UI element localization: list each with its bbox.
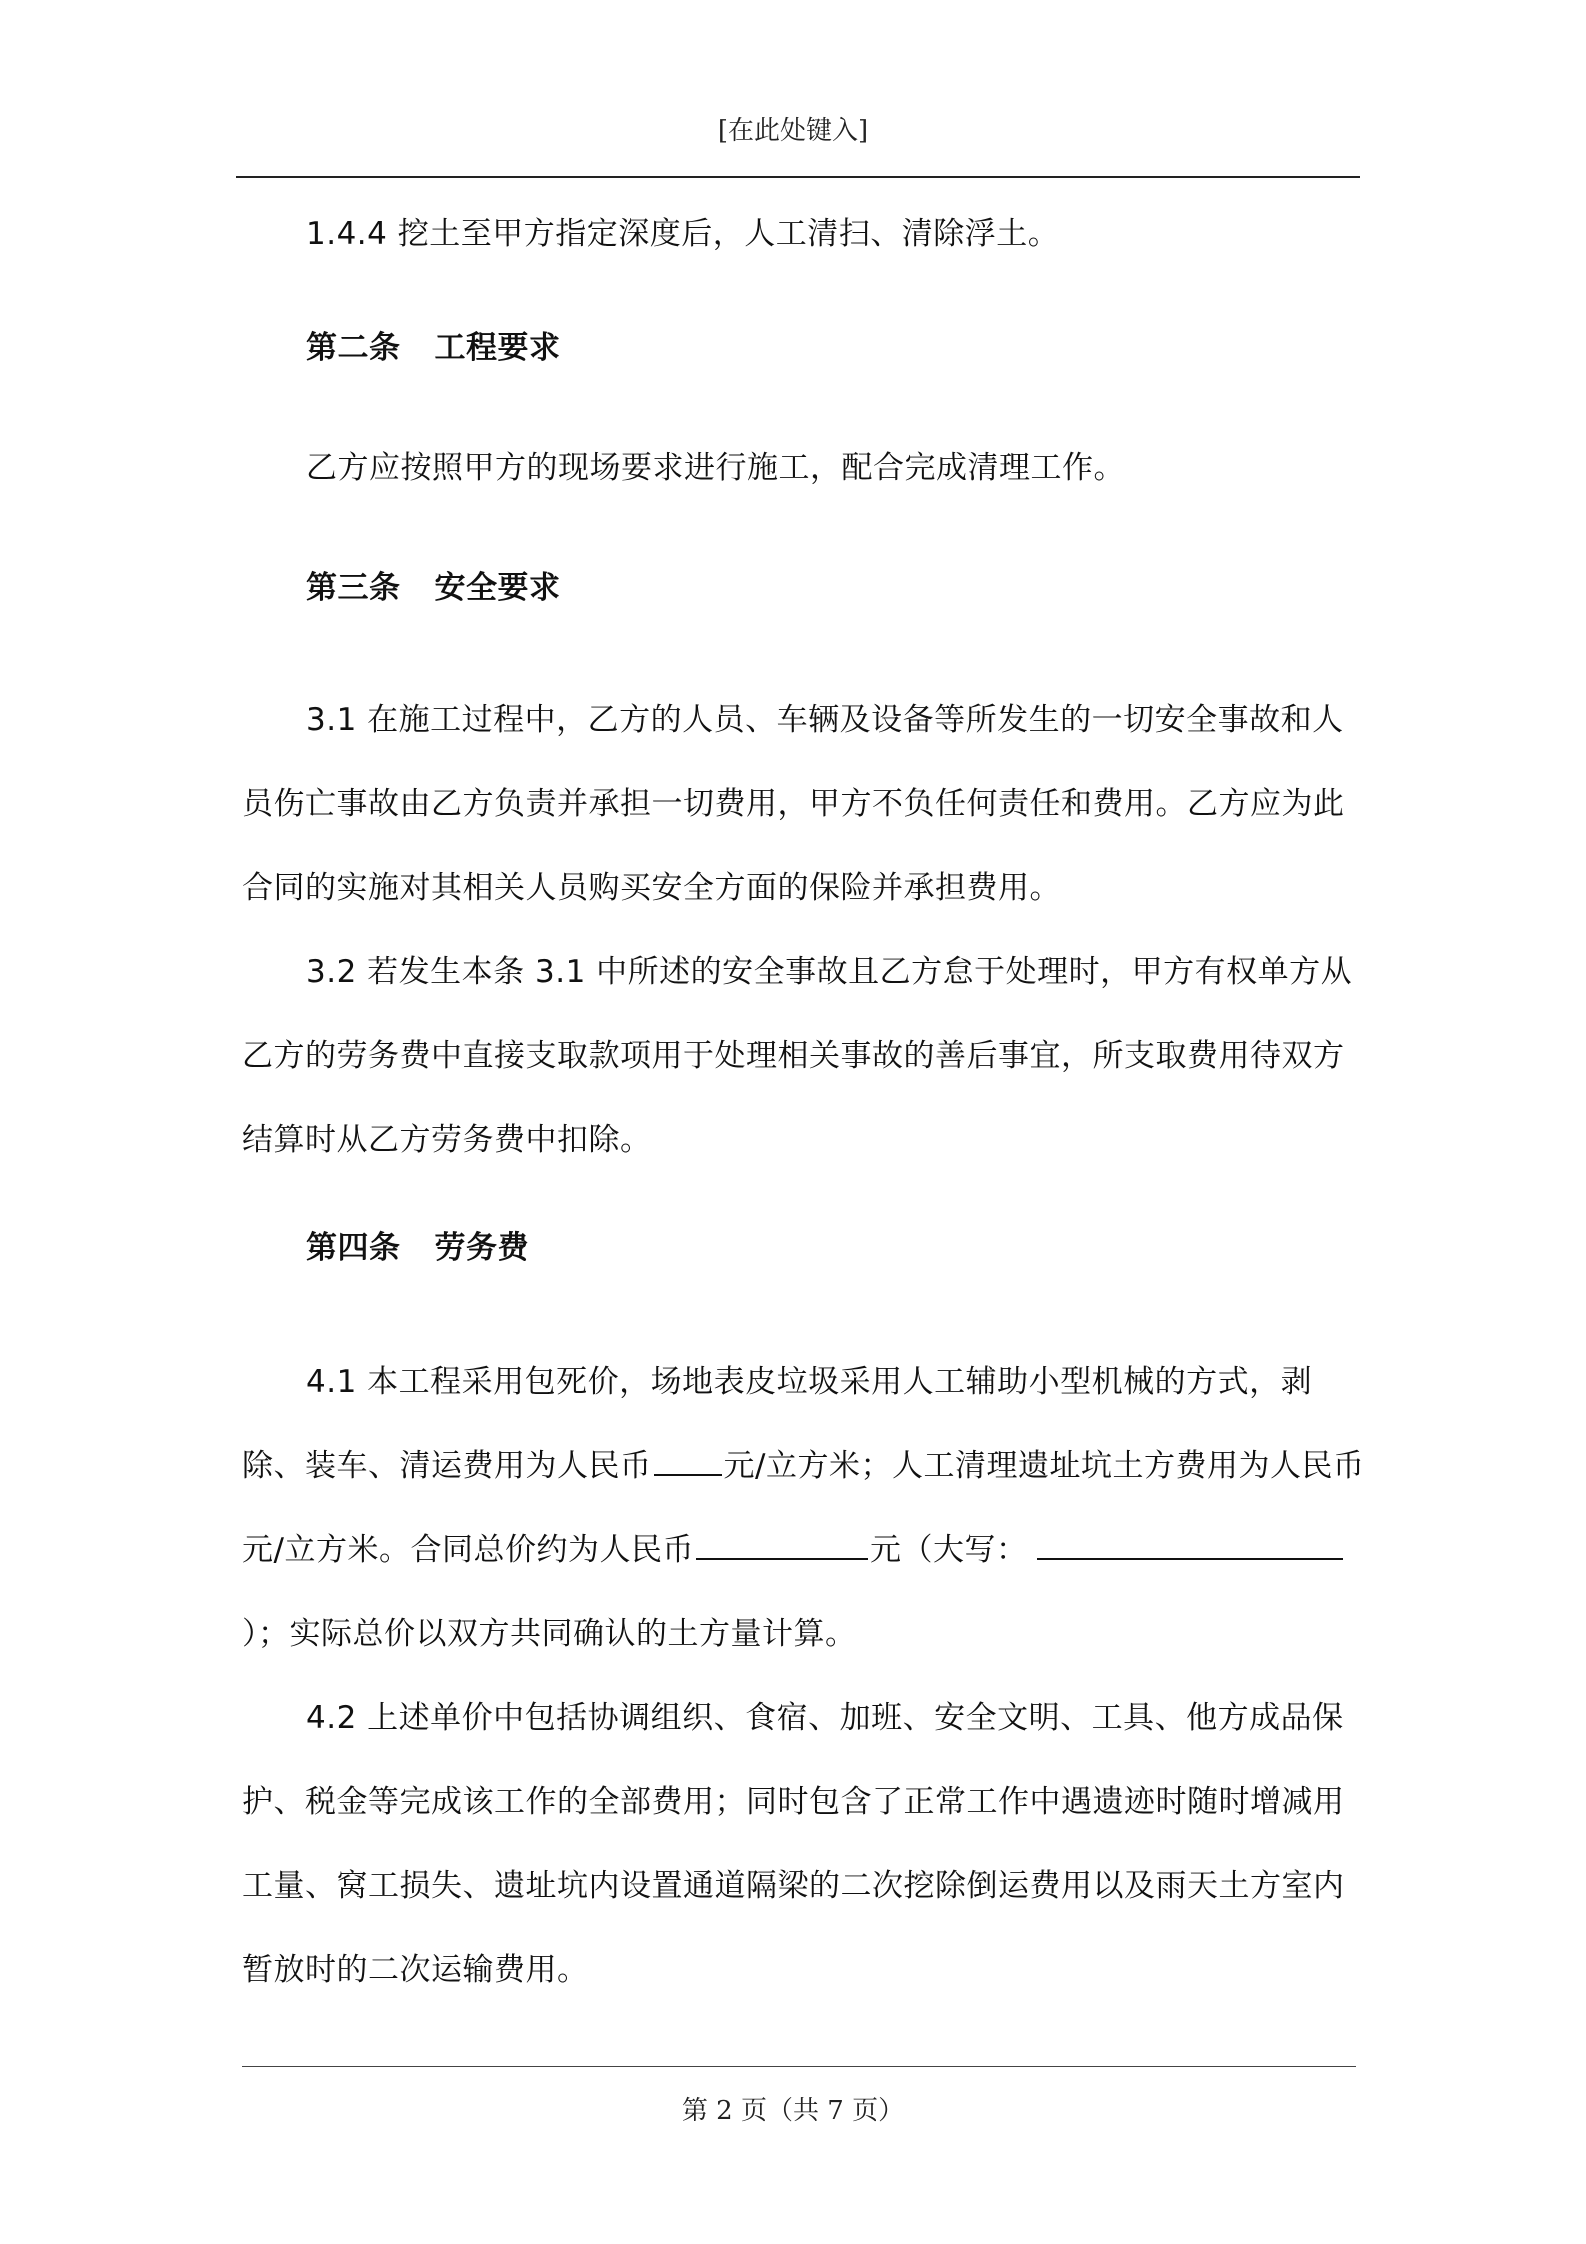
article-2-text: 乙方应按照甲方的现场要求进行施工，配合完成清理工作。 xyxy=(306,450,1125,486)
article-2-heading xyxy=(242,306,1370,390)
unit-price-blank xyxy=(654,1443,722,1476)
clause-4-1-part-c: 元（大写： xyxy=(869,1532,1028,1568)
page-number: 第 2 页（共 7 页） xyxy=(681,2096,905,2126)
clause-4-2: 4.2 上述单价中包括协调组织、食宿、加班、安全文明、工具、他方成品保护、税金等完成该工作的全部费用；同时包含了正常工作中遇遗迹时随时增减用工量、窝工损失、遗址坑内设置通道隔梁的二次挖除倒运费用以及雨天土方室内暂放时的二次运输费用。 xyxy=(242,1700,1345,1988)
article-2-number: 第二条 xyxy=(306,330,401,366)
clause-4-1-part-b: 元/立方米；人工清理遗址坑土方费用为人民币元/立方米。合同总价约为人民币 xyxy=(242,1448,1365,1568)
article-2-body xyxy=(242,426,1370,510)
clause-4-1-part-a: 4.1 本工程采用包死价，场地表皮垃圾采用人工辅助小型机械的方式，剥除、装车、清运费用为人民币 xyxy=(242,1364,1313,1484)
article-3-number: 第三条 xyxy=(306,570,401,606)
clause-3-2: 3.2 若发生本条 3.1 中所述的安全事故且乙方怠于处理时，甲方有权单方从乙方的劳务费中直接支取款项用于处理相关事故的善后事宜，所支取费用待双方结算时从乙方劳务费中扣除。 xyxy=(242,954,1353,1158)
article-4-body xyxy=(242,1340,1370,2012)
page-header: [在此处键入] xyxy=(717,116,869,146)
article-4-title: 劳务费 xyxy=(434,1230,529,1266)
footer-divider xyxy=(242,2066,1356,2067)
clause-1-4-4: 1.4.4 挖土至甲方指定深度后，人工清扫、清除浮土。 xyxy=(306,216,1060,252)
article-3-heading xyxy=(242,546,1370,630)
total-price-blank xyxy=(696,1527,868,1560)
article-4-number: 第四条 xyxy=(306,1230,401,1266)
clause-4-1 xyxy=(242,1340,1370,1676)
article-4-heading xyxy=(242,1206,1370,1290)
article-4-block xyxy=(242,1206,1370,1290)
amount-in-words-blank xyxy=(1037,1527,1343,1560)
document-body xyxy=(242,192,1370,276)
clause-3-1: 3.1 在施工过程中，乙方的人员、车辆及设备等所发生的一切安全事故和人员伤亡事故由乙方负责并承担一切费用，甲方不负任何责任和费用。乙方应为此合同的实施对其相关人员购买安全方面的保险并承担费用。 xyxy=(242,702,1345,906)
article-2-block xyxy=(242,306,1370,390)
article-3-title: 安全要求 xyxy=(434,570,561,606)
header-divider xyxy=(236,176,1360,178)
article-3-body xyxy=(242,678,1370,1182)
clause-4-1-part-d: ）；实际总价以双方共同确认的土方量计算。 xyxy=(242,1616,857,1652)
article-2-title: 工程要求 xyxy=(434,330,561,366)
article-3-block xyxy=(242,546,1370,630)
